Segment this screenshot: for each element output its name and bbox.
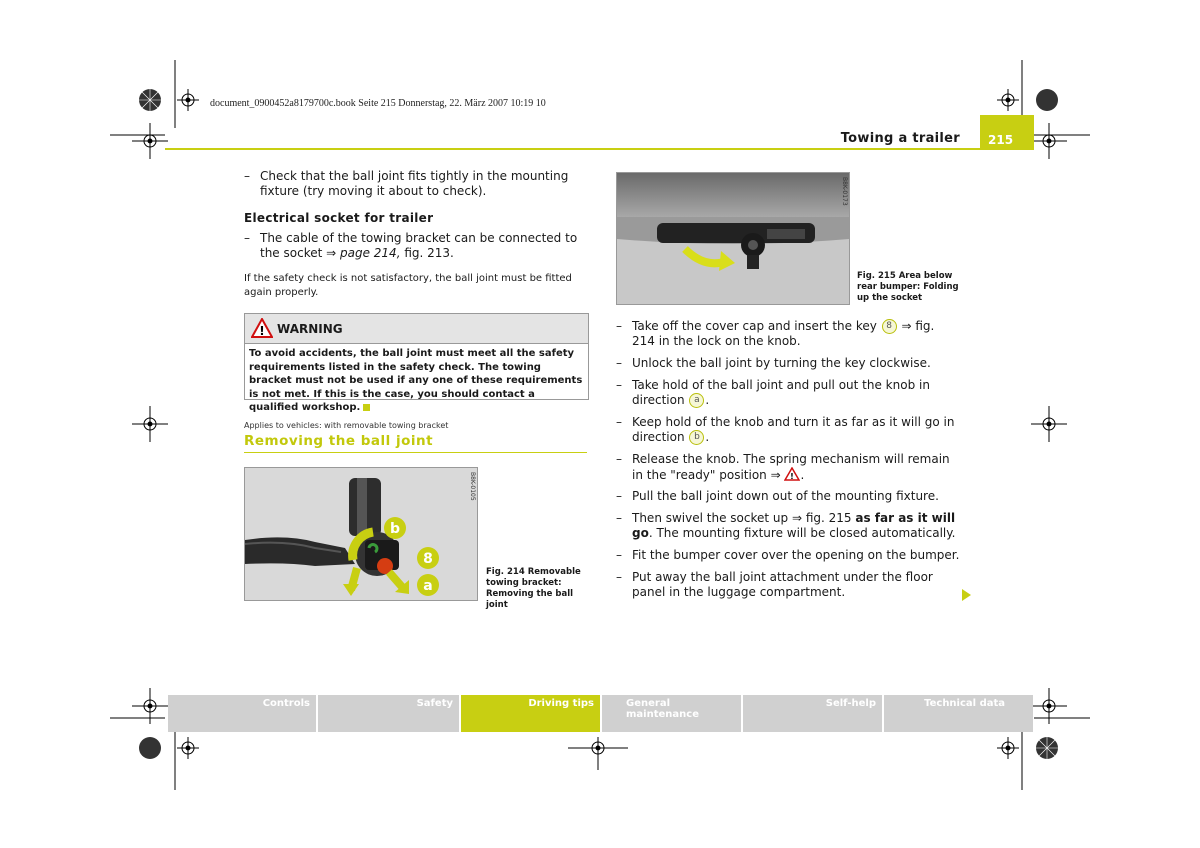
figure-215-caption: Fig. 215 Area below rear bumper: Folding up the socket bbox=[857, 271, 959, 303]
figure-214-label-b: b bbox=[389, 521, 401, 537]
page-number: 215 bbox=[988, 133, 1014, 147]
step-8: – Fit the bumper cover over the opening on the bumper. bbox=[616, 548, 960, 562]
page-ref-link[interactable]: page 214, bbox=[340, 246, 401, 260]
step-3: – Take hold of the ball joint and pull out the knob in direction a . bbox=[616, 378, 930, 407]
step-5: – Release the knob. The spring mechanism will remain in the "ready" position ⇒ ! . bbox=[616, 452, 950, 482]
electrical-heading: Electrical socket for trailer bbox=[244, 211, 434, 225]
figure-215 bbox=[616, 172, 850, 305]
figure-215-illustration bbox=[617, 173, 849, 304]
figure-214 bbox=[244, 467, 478, 601]
figure-214-label-key: 8 bbox=[423, 551, 433, 567]
direction-a-marker: a bbox=[689, 393, 704, 408]
check-item: – Check that the ball joint fits tightly in the mounting fixture (try moving it about to check). bbox=[244, 169, 569, 198]
warning-triangle-icon bbox=[784, 467, 800, 481]
tab-general-maintenance[interactable]: General maintenance bbox=[602, 695, 741, 732]
tab-controls[interactable]: Controls bbox=[168, 695, 316, 732]
tab-safety[interactable]: Safety bbox=[318, 695, 459, 732]
svg-text:!: ! bbox=[259, 324, 265, 338]
direction-b-marker: b bbox=[689, 430, 704, 445]
continue-arrow-icon bbox=[962, 589, 971, 601]
running-rule bbox=[165, 148, 980, 150]
running-title: Towing a trailer bbox=[840, 131, 960, 146]
step-4: – Keep hold of the knob and turn it as far as it will go in direction b . bbox=[616, 415, 955, 444]
section-title: Removing the ball joint bbox=[244, 433, 587, 453]
tab-self-help[interactable]: Self-help bbox=[743, 695, 882, 732]
step-1: – Take off the cover cap and insert the key 8 ⇒ fig. 214 in the lock on the knob. bbox=[616, 319, 935, 348]
warning-triangle-icon bbox=[251, 318, 273, 338]
tab-driving-tips[interactable]: Driving tips bbox=[461, 695, 600, 732]
page-number-box bbox=[980, 115, 1034, 150]
end-marker-icon bbox=[363, 404, 370, 411]
safety-note: If the safety check is not satisfactory, the ball joint must be fitted again properly. bbox=[244, 273, 572, 298]
step-9: – Put away the ball joint attachment under the floor panel in the luggage compartment. bbox=[616, 570, 933, 599]
step-7: – Then swivel the socket up ⇒ fig. 215 as far as it will go. The mounting fixture will be closed automatically. bbox=[616, 511, 956, 540]
figure-214-illustration bbox=[245, 468, 477, 600]
warning-box bbox=[244, 313, 589, 413]
applies-note: Applies to vehicles: with removable towing bracket bbox=[244, 421, 449, 430]
figure-214-caption: Fig. 214 Removable towing bracket: Removing the ball joint bbox=[486, 567, 581, 610]
step-6: – Pull the ball joint down out of the mounting fixture. bbox=[616, 489, 939, 503]
cable-item: – The cable of the towing bracket can be connected to the socket ⇒ page 214, fig. 213. bbox=[244, 231, 578, 260]
figure-214-label-a: a bbox=[423, 578, 433, 594]
warning-text: To avoid accidents, the ball joint must meet all the safety requirements listed in the safety check. The towing bracket must not be used if any one of these requirements is not met. If this is the case, you should contact a qualified workshop. bbox=[249, 348, 583, 413]
print-header: document_0900452a8179700c.book Seite 215 Donnerstag, 22. März 2007 10:19 10 bbox=[210, 98, 546, 109]
warning-title: WARNING bbox=[277, 322, 343, 336]
tab-technical-data[interactable]: Technical data bbox=[884, 695, 1033, 732]
key-marker: 8 bbox=[882, 319, 897, 334]
figure-214-code: B8K-0105 bbox=[469, 472, 476, 501]
step-2: – Unlock the ball joint by turning the key clockwise. bbox=[616, 356, 931, 370]
svg-text:!: ! bbox=[790, 472, 795, 481]
figure-215-code: B8K-0173 bbox=[841, 177, 848, 206]
